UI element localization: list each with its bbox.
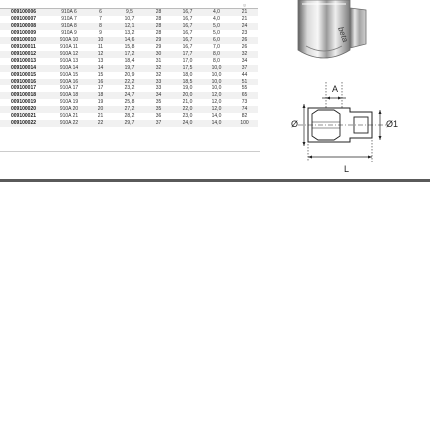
cell-diameter-1: 22,0 [182,106,193,113]
cell-code: 009100017 [11,85,37,92]
cell-depth: 10,0 [211,71,222,78]
cell-weight: 21 [241,9,248,15]
label-diameter-1: Ø1 [386,119,399,129]
cell-diameter: 9,5 [126,9,133,15]
cell-model: 910A 16 [59,78,79,85]
cell-diameter: 29,7 [124,120,135,127]
cell-diameter-1: 19,0 [182,85,193,92]
cell-diameter-1: 17,7 [182,50,193,57]
arrow-a-right-icon [338,97,342,100]
cell-model: 910A 12 [59,50,79,57]
cell-depth: 12,0 [211,106,222,113]
cell-weight: 32 [241,50,248,57]
table-row [0,79,258,86]
header-model [52,0,86,9]
cell-weight: 37 [241,64,248,71]
header-diameter-1 [173,0,202,9]
cell-diameter: 22,2 [124,78,135,85]
cell-model: 910A 7 [61,15,77,22]
label-a: A [332,84,339,94]
cell-length: 32 [155,71,162,78]
cell-depth: 10,0 [211,85,222,92]
table-row [0,120,258,127]
table-row [0,23,258,30]
cell-code: 009100010 [11,36,37,43]
specification-table-container [0,0,258,127]
arrow-diameter-bottom-icon [303,142,306,146]
cell-model: 910A 22 [59,120,79,127]
cell-diameter: 17,2 [124,50,135,57]
cell-weight: 24 [241,22,248,29]
cell-diameter: 15,8 [124,43,135,50]
arrow-diameter-top-icon [303,104,306,108]
socket-photo [292,0,372,66]
cell-diameter: 28,2 [124,113,135,120]
header-depth [202,0,231,9]
cell-diameter-1: 23,0 [182,113,193,120]
cell-depth: 8,0 [213,50,220,57]
header-length [144,0,173,9]
cell-code: 009100006 [11,9,37,15]
cell-length: 33 [155,78,162,85]
header-code [0,0,52,9]
cell-code: 009100019 [11,99,37,106]
cell-model: 910A 14 [59,64,79,71]
cell-length: 28 [155,22,162,29]
cell-weight: 82 [241,113,248,120]
table-row [0,9,258,16]
arrow-l-right-icon [368,156,372,159]
cell-weight: 100 [240,120,249,127]
table-row [0,37,258,44]
arrow-a-left-icon [326,97,330,100]
cell-size: 18 [97,92,104,99]
cell-length: 34 [155,92,162,99]
cell-weight: 74 [241,106,248,113]
arrow-diameter-1-top-icon [379,110,382,114]
cell-diameter: 25,8 [124,99,135,106]
table-row [0,44,258,51]
cell-size: 13 [97,57,104,64]
cell-length: 28 [155,15,162,22]
cell-diameter-1: 16,7 [182,36,193,43]
table-row [0,58,258,65]
cell-length: 30 [155,50,162,57]
cell-model: 910A 18 [59,92,79,99]
cell-depth: 4,0 [213,15,220,22]
cell-size: 7 [99,15,102,22]
cell-length: 36 [155,113,162,120]
cell-depth: 7,0 [213,43,220,50]
cell-depth: 5,0 [213,22,220,29]
cell-diameter-1: 17,5 [182,64,193,71]
cell-size: 14 [97,64,104,71]
cell-diameter: 14,6 [124,36,135,43]
cell-length: 33 [155,85,162,92]
cell-length: 28 [155,9,162,15]
cell-size: 21 [97,113,104,120]
table-row [0,113,258,120]
cell-size: 11 [97,43,104,50]
cell-weight: 21 [241,15,248,22]
cell-diameter-1: 18,5 [182,78,193,85]
cell-model: 910A 13 [59,57,79,64]
cell-diameter-1: 16,7 [182,43,193,50]
section-divider [0,179,430,182]
cell-length: 31 [155,57,162,64]
cell-diameter-1: 21,0 [182,99,193,106]
header-diameter [115,0,144,9]
cell-model: 910A 8 [61,22,77,29]
cell-size: 17 [97,85,104,92]
cell-size: 10 [97,36,104,43]
cell-size: 22 [97,120,104,127]
table-row [0,30,258,37]
table-bottom-rule [0,151,260,152]
cell-depth: 14,0 [211,113,222,120]
cell-code: 009100009 [11,29,37,36]
cell-code: 009100011 [11,43,36,50]
cell-model: 910A 6 [61,9,77,15]
socket-engraving: beta [336,25,350,44]
cell-diameter-1: 24,0 [182,120,193,127]
cell-diameter: 24,7 [124,92,135,99]
cell-length: 28 [155,29,162,36]
cell-code: 009100007 [11,15,37,22]
cell-diameter-1: 16,7 [182,15,193,22]
cell-model: 910A 11 [60,43,78,50]
cell-diameter: 19,7 [124,64,135,71]
table-row [0,65,258,72]
cell-model: 910A 17 [59,85,79,92]
arrow-l-left-icon [308,156,312,159]
cell-size: 19 [97,99,104,106]
cell-depth: 8,0 [213,57,220,64]
table-row [0,51,258,58]
cell-depth: 12,0 [211,92,222,99]
cell-size: 20 [97,106,104,113]
table-header-row [0,0,258,9]
cell-model: 910A 20 [59,106,79,113]
table-row [0,106,258,113]
table-row [0,99,258,106]
cell-diameter-1: 16,7 [182,29,193,36]
cell-model: 910A 21 [59,113,79,120]
cell-size: 6 [99,9,102,15]
cell-size: 15 [97,71,104,78]
cell-weight: 44 [241,71,248,78]
cell-diameter-1: 16,7 [182,9,193,15]
cell-depth: 5,0 [213,29,220,36]
cell-diameter-1: 18,0 [182,71,193,78]
cell-length: 37 [155,120,162,127]
cell-code: 009100014 [11,64,37,71]
cell-depth: 6,0 [213,36,220,43]
cell-diameter: 18,4 [124,57,135,64]
cell-weight: 23 [241,29,248,36]
cell-size: 12 [97,50,104,57]
cell-weight: 34 [241,57,248,64]
label-diameter: Ø [291,119,299,129]
cell-code: 009100021 [11,113,37,120]
cell-code: 009100020 [11,106,37,113]
cell-weight: 73 [241,99,248,106]
cell-code: 009100013 [11,57,37,64]
cell-code: 009100015 [11,71,37,78]
cell-length: 32 [155,64,162,71]
cell-weight: 65 [241,92,248,99]
cell-diameter-1: 17,0 [182,57,193,64]
arrow-diameter-1-bottom-icon [379,136,382,140]
cell-diameter: 10,7 [124,15,135,22]
cell-code: 009100008 [11,22,37,29]
socket-drive-end-shape [350,8,366,48]
cell-depth: 10,0 [211,78,222,85]
cell-length: 29 [155,36,162,43]
table-row [0,16,258,23]
table-row [0,92,258,99]
cell-model: 910A 9 [61,29,77,36]
table-row [0,72,258,79]
cell-size: 8 [99,22,102,29]
cell-weight: 55 [241,85,248,92]
header-weight: g [231,0,258,9]
cell-diameter: 13,2 [124,29,135,36]
cell-diameter-1: 20,0 [182,92,193,99]
cell-depth: 4,0 [213,9,220,15]
header-size [86,0,115,9]
label-length: L [344,164,350,174]
cell-code: 009100016 [11,78,37,85]
cell-code: 009100022 [11,120,37,127]
cell-depth: 12,0 [211,99,222,106]
cell-code: 009100018 [11,92,37,99]
cell-code: 009100012 [11,50,37,57]
cell-diameter: 20,9 [124,71,135,78]
cell-size: 9 [99,29,102,36]
cell-model: 910A 10 [59,36,79,43]
cell-length: 29 [155,43,162,50]
cell-length: 35 [155,106,162,113]
cell-diameter: 23,2 [124,85,135,92]
cell-diameter: 12,1 [124,22,135,29]
cell-weight: 26 [241,43,248,50]
cell-diameter-1: 16,7 [182,22,193,29]
cell-model: 910A 15 [59,71,79,78]
cell-weight: 26 [241,36,248,43]
cell-depth: 10,0 [211,64,222,71]
cell-length: 35 [155,99,162,106]
cell-model: 910A 19 [59,99,79,106]
table-row [0,85,258,92]
cell-weight: 51 [241,78,248,85]
technical-drawing [284,78,404,174]
socket-spec-table [0,0,258,127]
cell-diameter: 27,2 [124,106,135,113]
cell-size: 16 [97,78,104,85]
cell-depth: 14,0 [211,120,222,127]
